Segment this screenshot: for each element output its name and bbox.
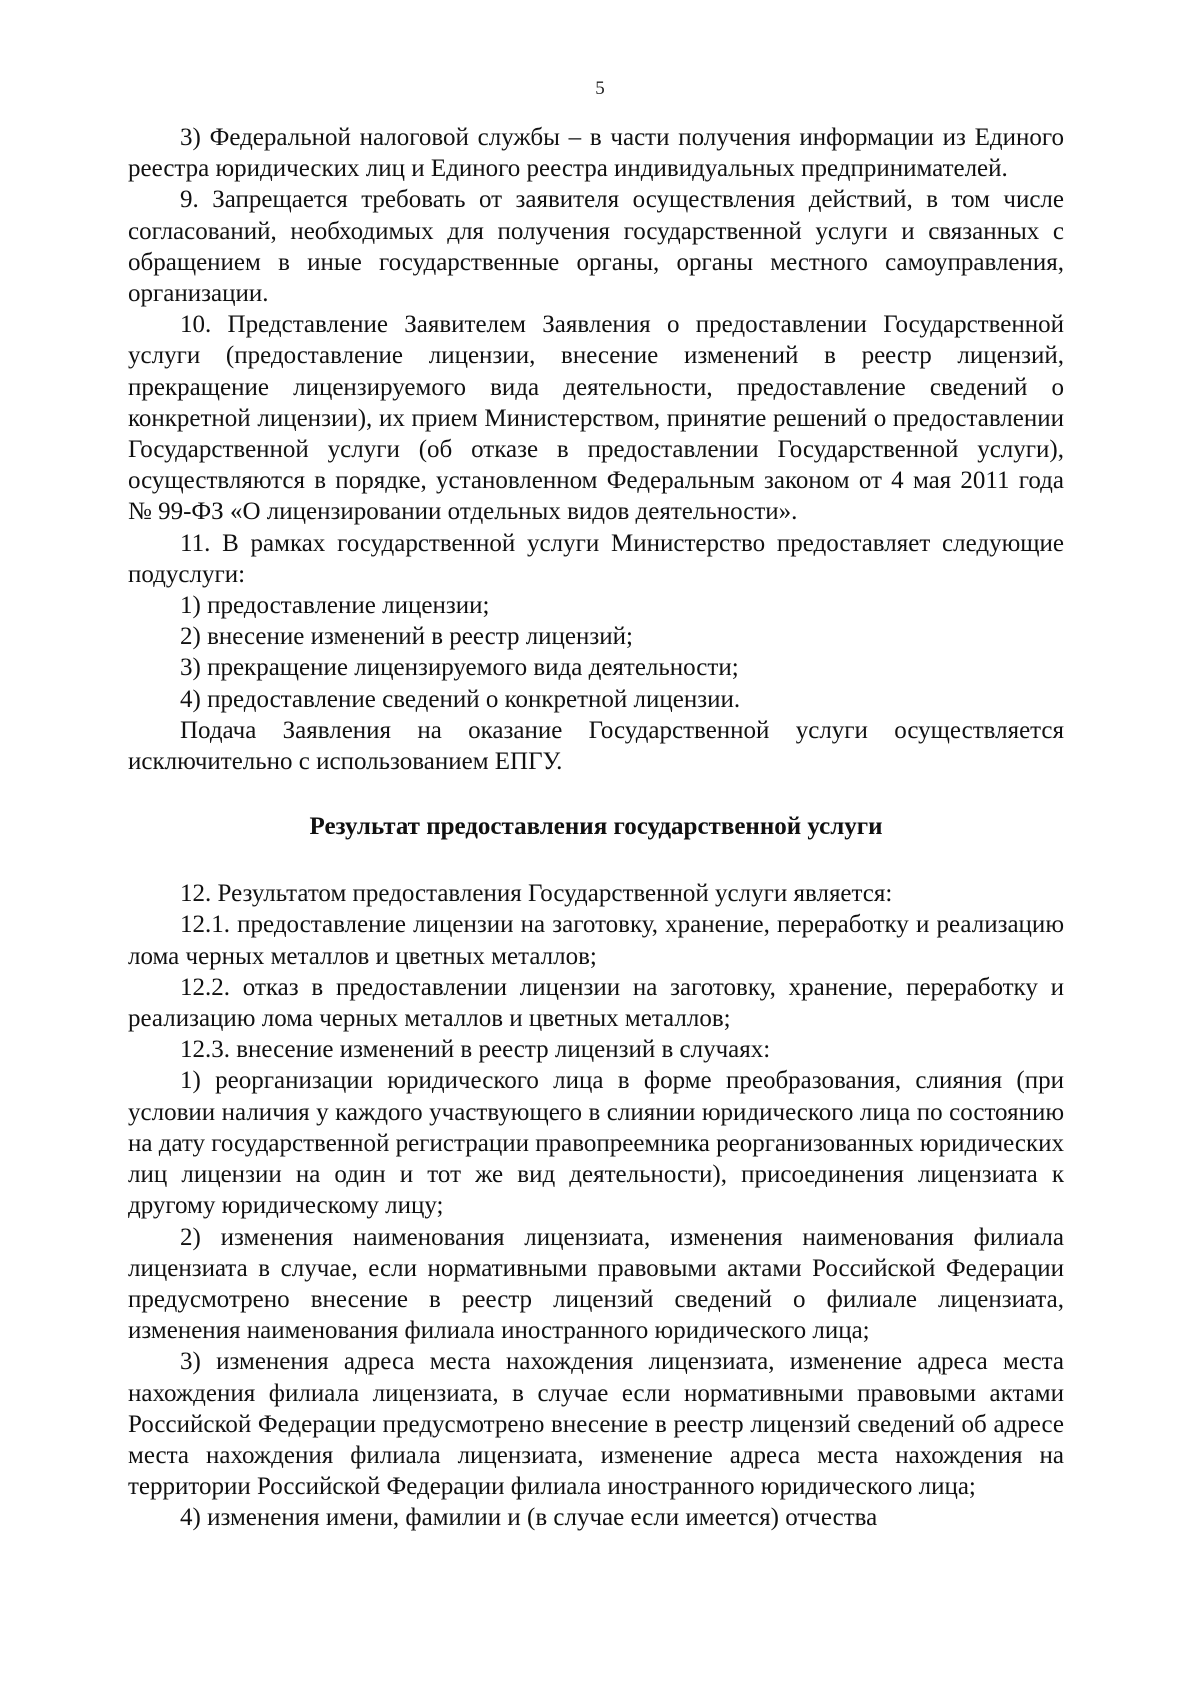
subservice-item-3: 3) прекращение лицензируемого вида деятельности;: [180, 654, 739, 682]
document-body: [128, 122, 1064, 1534]
paragraph-12: 12. Результатом предоставления Государственной услуги является:: [180, 880, 893, 908]
case-item-1: 1) реорганизации юридического лица в форме преобразования, слияния (при условии наличия у каждого участвующего в слиянии юридического лица по состоянию на дату государственной регистрации правопреемника реорганизованных юридических лиц лицензии на один и тот же вид деятельности), присоединения лицензиата к другому юридическому лицу;: [128, 1067, 1064, 1220]
paragraph-12-2: 12.2. отказ в предоставлении лицензии на заготовку, хранение, переработку и реализацию лома черных металлов и цветных металлов;: [128, 973, 1064, 1033]
paragraph-10: 10. Представление Заявителем Заявления о предоставлении Государственной услуги (предоставление лицензии, внесение изменений в реестр лицензий, прекращение лицензируемого вида деятельности, предоставление сведений о конкретной лицензии), их прием Министерством, принятие решений о предоставлении Государственной услуги (об отказе в предоставлении Государственной услуги), осуществляются в порядке, установленном Федеральным законом от 4 мая 2011 года № 99-ФЗ «О лицензировании отдельных видов деятельности».: [128, 311, 1064, 526]
paragraph-11: 11. В рамках государственной услуги Министерство предоставляет следующие подуслуги:: [128, 529, 1064, 588]
paragraph-12-1: 12.1. предоставление лицензии на заготовку, хранение, переработку и реализацию лома черных металлов и цветных металлов;: [128, 911, 1064, 970]
case-item-3: 3) изменения адреса места нахождения лицензиата, изменение адреса места нахождения филиала лицензиата, в случае если нормативными правовыми актами Российской Федерации предусмотрено внесение в реестр лицензий сведений об адресе места нахождения филиала лицензиата, изменение адреса места нахождения на территории Российской Федерации филиала иностранного юридического лица;: [128, 1348, 1064, 1501]
paragraph-item-3-fns: 3) Федеральной налоговой службы – в части получения информации из Единого реестра юридических лиц и Единого реестра индивидуальных предпринимателей.: [128, 124, 1064, 183]
section-heading: Результат предоставления государственной услуги: [309, 813, 883, 841]
paragraph-9: 9. Запрещается требовать от заявителя осуществления действий, в том числе согласований, необходимых для получения государственной услуги и связанных с обращением в иные государственные органы, органы местного самоуправления, организации.: [128, 186, 1064, 308]
subservice-item-4: 4) предоставление сведений о конкретной лицензии.: [180, 685, 741, 713]
paragraph-12-3: 12.3. внесение изменений в реестр лицензий в случаях:: [180, 1036, 771, 1064]
paragraph-submission: Подача Заявления на оказание Государственной услуги осуществляется исключительно с использованием ЕПГУ.: [128, 716, 1064, 776]
case-item-4: 4) изменения имени, фамилии и (в случае если имеется) отчества: [180, 1504, 878, 1532]
page-number: 5: [595, 78, 605, 99]
subservice-item-1: 1) предоставление лицензии;: [180, 592, 490, 620]
case-item-2: 2) изменения наименования лицензиата, изменения наименования филиала лицензиата в случае, если нормативными правовыми актами Российской Федерации предусмотрено внесение в реестр лицензий сведений о филиале лицензиата, изменения наименования филиала иностранного юридического лица;: [128, 1223, 1064, 1345]
subservice-item-2: 2) внесение изменений в реестр лицензий;: [180, 623, 633, 651]
